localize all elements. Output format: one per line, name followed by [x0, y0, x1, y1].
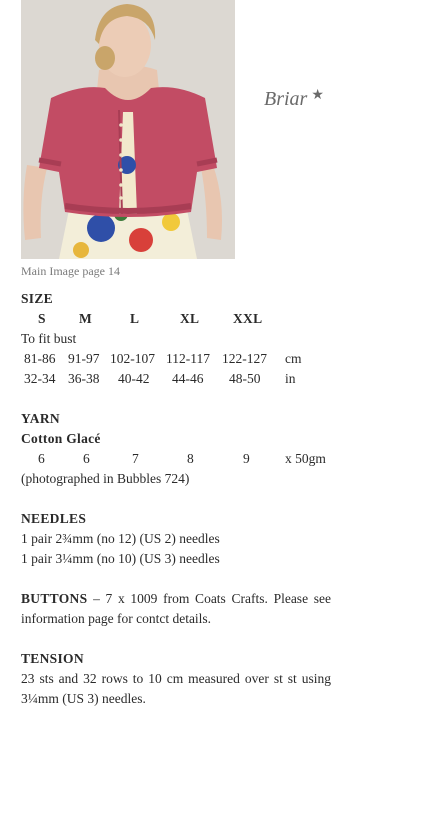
buttons-heading: BUTTONS: [21, 591, 88, 606]
tension-heading: TENSION: [21, 651, 84, 666]
cm-s: 81-86: [24, 351, 56, 366]
size-col-m: M: [79, 311, 93, 326]
pattern-details: [21, 289, 331, 709]
yarn-quantity-row: [21, 449, 331, 469]
in-l: 40-42: [118, 371, 150, 386]
yarn-qty-l: 7: [132, 451, 139, 466]
size-heading: SIZE: [21, 291, 53, 306]
size-in-row: [21, 369, 331, 389]
pattern-title: [264, 88, 324, 111]
needles-heading: NEEDLES: [21, 511, 87, 526]
yarn-qty-m: 6: [83, 451, 90, 466]
cm-m: 91-97: [68, 351, 100, 366]
yarn-unit: x 50gm: [285, 451, 326, 466]
buttons-section: [21, 589, 331, 629]
in-m: 36-38: [68, 371, 100, 386]
size-col-s: S: [38, 311, 46, 326]
yarn-qty-xl: 8: [187, 451, 194, 466]
buttons-text: – 7 x 1009 from Coats Crafts. Please see information page for contct details.: [21, 591, 331, 626]
yarn-note: (photographed in Bubbles 724): [21, 471, 190, 486]
cm-xl: 112-117: [166, 351, 210, 366]
cm-l: 102-107: [110, 351, 155, 366]
main-photo: [21, 0, 235, 259]
star-icon: ★: [311, 88, 324, 103]
pattern-name: Briar: [264, 88, 308, 110]
size-cm-row: [21, 349, 331, 369]
yarn-qty-xxl: 9: [243, 451, 250, 466]
cm-unit: cm: [285, 351, 302, 366]
image-caption: Main Image page 14: [21, 264, 120, 278]
tension-text: 23 sts and 32 rows to 10 cm measured over st st using 3¼mm (US 3) needles.: [21, 671, 331, 706]
size-columns-row: [21, 309, 331, 329]
size-col-xl: XL: [180, 311, 200, 326]
needle-line-1: 1 pair 2¾mm (no 12) (US 2) needles: [21, 531, 220, 546]
fit-label: To fit bust: [21, 331, 77, 346]
in-xxl: 48-50: [229, 371, 261, 386]
in-s: 32-34: [24, 371, 56, 386]
in-unit: in: [285, 371, 296, 386]
needle-line-2: 1 pair 3¼mm (no 10) (US 3) needles: [21, 551, 220, 566]
in-xl: 44-46: [172, 371, 204, 386]
size-col-l: L: [130, 311, 140, 326]
yarn-name: Cotton Glacé: [21, 431, 101, 446]
size-col-xxl: XXL: [233, 311, 263, 326]
yarn-qty-s: 6: [38, 451, 45, 466]
yarn-heading: YARN: [21, 411, 60, 426]
cm-xxl: 122-127: [222, 351, 267, 366]
